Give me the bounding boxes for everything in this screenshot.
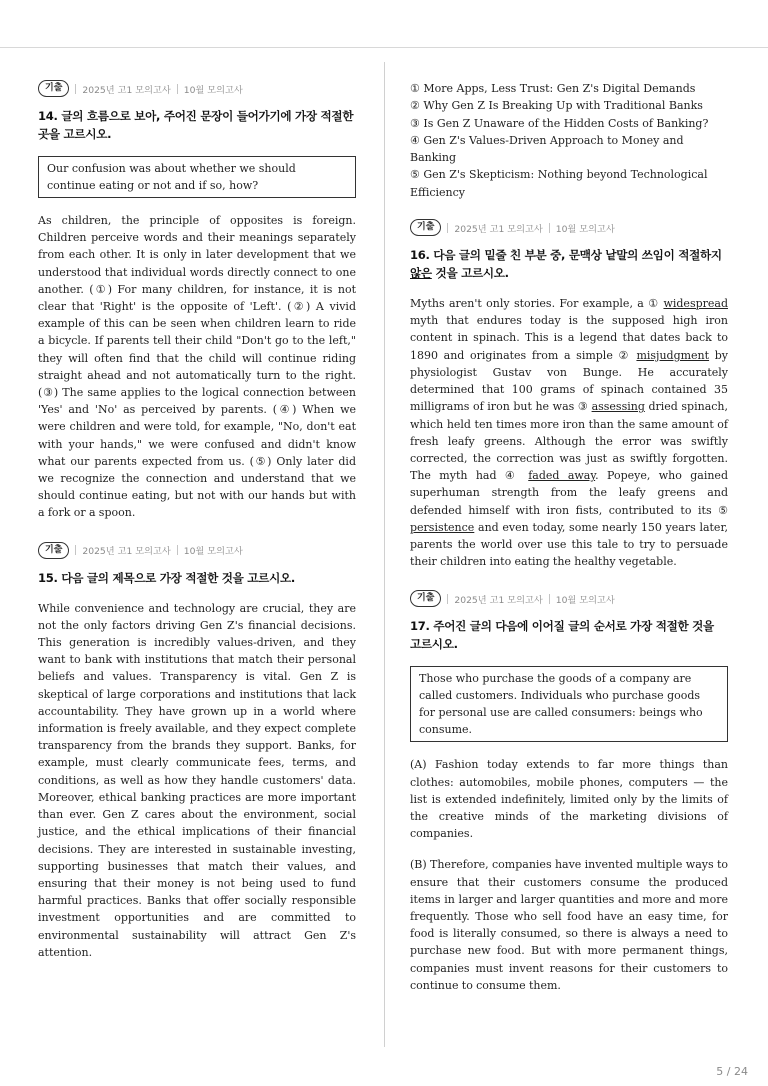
q16-text: dried spinach, which held ten times more iron than the same amount of fresh leafy greens. Although the error was swiftly corrected, the correction was just as swiftly forgotten. The myth had ④ [410,400,728,483]
q16-text: by physiologist Gustav von Bunge. He accurately determined that 100 grams of spinach contained 35 milligrams of iron but he was ③ [410,348,728,414]
q15-choice-5[interactable]: ⑤ Gen Z's Skepticism: Nothing beyond Technological Efficiency [410,168,708,199]
divider [549,594,550,604]
q17-exam-month: 10월 모의고사 [555,594,615,606]
divider [177,545,178,555]
q15-choice-4[interactable]: ④ Gen Z's Values-Driven Approach to Money and Banking [410,133,684,165]
q16-exam-year: 2025년 고1 모의고사 [454,223,543,235]
page-number: 5 / 24 [716,1065,748,1078]
q14-source-line [38,80,356,97]
q15-choice-2[interactable]: ② Why Gen Z Is Breaking Up with Traditional Banks [410,99,703,113]
q16-text: myth that endures today is the supposed high iron content in spinach. This is a legend that dates back to 1890 and originates from a simple ② [410,314,728,362]
column-divider [384,62,385,1047]
q14-tag-badge: 기출 [38,80,69,97]
q16-underlined-4: faded away [528,469,596,483]
q16-underlined-1: widespread [663,297,728,311]
q16-title-part: 16. 다음 글의 밑줄 친 부분 중, 문맥상 낱말의 쓰임이 적절하지 [410,248,722,263]
q15-passage: While convenience and technology are crucial, they are not the only factors driving Gen Z's financial decisions. This generation is incredibly values-driven, and they want to bank with institutions that match their personal beliefs and values. Transparency is vital. Gen Z is skeptical of large corporations and institutions that lack accountability. They have grown up in a world where information is freely available, and they expect complete transparency from the brands they support. Banks, for example, must clearly communicate fees, terms, and conditions, as well as how they handle customers' data. Moreover, ethical banking practices are more important than ever. Gen Z cares about the environment, social justice, and the ethical implications of their financial decisions. They are interested in sustainable investing, supporting businesses that match their values, and ensuring that their money is not being used to fund harmful practices. Banks that offer socially responsible investment opportunities and are committed to environmental sustainability will attract Gen Z's attention. [38,601,356,959]
q14-exam-year: 2025년 고1 모의고사 [82,84,171,96]
q16-exam-month: 10월 모의고사 [555,223,615,235]
q16-tag-badge: 기출 [410,219,441,236]
q16-title-underlined: 않은 [410,266,432,281]
q15-choice-1[interactable]: ① More Apps, Less Trust: Gen Z's Digital Demands [410,82,696,95]
divider [447,594,448,604]
q17-paragraph-a: (A) Fashion today extends to far more things than clothes: automobiles, mobile phones, computers — the list is extended indefinitely, limited only by the limits of the creative minds of the marketing divisions of companies. [410,758,728,841]
q16-underlined-2: misjudgment [636,348,710,362]
divider [447,223,448,233]
q15-title: 15. 다음 글의 제목으로 가장 적절한 것을 고르시오. [38,570,295,585]
q14-title: 14. 글의 흐름으로 보아, 주어진 문장이 들어가기에 가장 적절한 곳을 고르시오. [38,109,354,141]
q14-given-sentence: Our confusion was about whether we should continue eating or not and if so, how? [38,156,356,198]
right-column [410,80,728,1008]
q16-text: Myths aren't only stories. For example, a ① [410,297,664,311]
q14-passage: As children, the principle of opposites is foreign. Children perceive words and their meanings separately from each other. It is only in later development that we understood that individual words directly connect to one another. (①) For many children, for instance, it is not clear that 'Right' is the opposite of 'Left'. (②) A vivid example of this can be seen when children learn to ride a bicycle. If parents tell their child "Don't go to the left," they will often find that the child will continue riding straight ahead and not automatically turn to the right. (③) The same applies to the logical connection between 'Yes' and 'No' as perceived by parents. (④) When we were children and were told, for example, "No, don't eat with your hands," we were confused and didn't know what our parents expected from us. (⑤) Only later did we recognize the connection and understand that we should continue eating, but not with our hands but with a fork or a spoon. [38,214,356,520]
q15-tag-badge: 기출 [38,542,69,559]
q17-exam-year: 2025년 고1 모의고사 [454,594,543,606]
q17-tag-badge: 기출 [410,590,441,607]
q16-underlined-3: assessing [591,400,645,414]
q17-title: 17. 주어진 글의 다음에 이어질 글의 순서로 가장 적절한 것을 고르시오. [410,619,714,652]
divider [549,223,550,233]
q15-choices [410,80,728,201]
divider [75,545,76,555]
q17-given-text: Those who purchase the goods of a company are called customers. Individuals who purchase goods for personal use are called consumers: beings who consume. [410,666,728,742]
q15-exam-month: 10월 모의고사 [183,546,243,558]
q17-source-line [410,590,728,607]
q16-text: . Popeye, who gained superhuman strength from the leafy greens and defended himself with iron fists, contributed to its ⑤ [410,469,728,517]
q14-exam-month: 10월 모의고사 [183,84,243,96]
divider [177,84,178,94]
q17-paragraph-b: (B) Therefore, companies have invented multiple ways to ensure that their customers consume the produced items in larger and larger quantities and more and more frequently. Those who sell food have an easy time, for food is literally consumed, so there is always a need to purchase new food. But with more permanent things, companies must invent reasons for their customers to continue to consume them. [410,858,728,992]
q16-title [410,246,728,282]
left-column [38,80,356,975]
q15-choice-3[interactable]: ③ Is Gen Z Unaware of the Hidden Costs of Banking? [410,116,709,130]
q16-text: and even today, some nearly 150 years later, parents the world over use this tale to try to persuade their children into eating the healthy vegetable. [410,520,728,569]
q15-exam-year: 2025년 고1 모의고사 [82,546,171,558]
q16-underlined-5: persistence [410,520,475,534]
q16-source-line [410,219,728,236]
divider [75,84,76,94]
q16-passage [410,295,728,570]
header-rule [0,47,768,48]
q15-source-line [38,542,356,559]
q16-title-part: 것을 고르시오. [431,266,509,281]
